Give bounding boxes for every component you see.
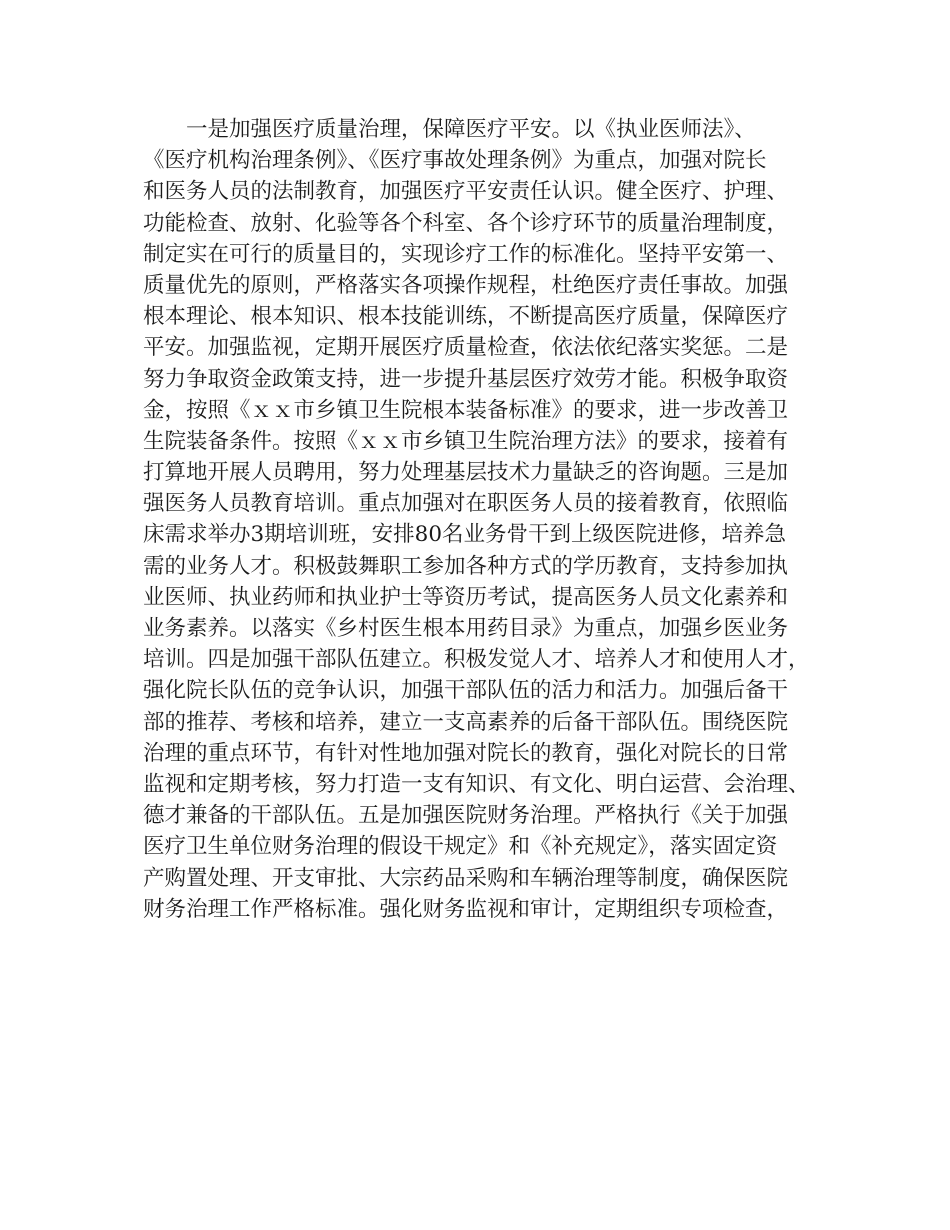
text-line: 业务素养。以落实《乡村医生根本用药目录》为重点，加强乡医业务: [143, 616, 789, 641]
text-line: 金，按照《ｘｘ市乡镇卫生院根本装备标准》的要求，进一步改善卫: [143, 397, 789, 423]
text-line: 强医务人员教育培训。重点加强对在职医务人员的接着教育，依照临: [143, 491, 789, 517]
text-line: 德才兼备的干部队伍。五是加强医院财务治理。严格执行《关于加强: [143, 803, 789, 829]
text-line: 制定实在可行的质量目的，实现诊疗工作的标准化。坚持平安第一、: [143, 241, 789, 267]
text-line: 《医疗机构治理条例》、《医疗事故处理条例》为重点，加强对院长: [143, 148, 767, 174]
text-line: 财务治理工作严格标准。强化财务监视和审计，定期组织专项检查，: [143, 896, 789, 922]
body-paragraph: [143, 114, 823, 925]
text-line: 一是加强医疗质量治理，保障医疗平安。以《执业医师法》、: [186, 117, 756, 142]
text-line: 功能检查、放射、化验等各个科室、各个诊疗环节的质量治理制度，: [143, 210, 789, 236]
text-line: 平安。加强监视，定期开展医疗质量检查，依法依纪落实奖惩。二是: [143, 335, 789, 361]
text-line: 需的业务人才。积极鼓舞职工参加各种方式的学历教育，支持参加执: [143, 553, 789, 579]
text-line: 产购置处理、开支审批、大宗药品采购和车辆治理等制度，确保医院: [143, 865, 789, 891]
text-line: 业医师、执业药师和执业护士等资历考试，提高医务人员文化素养和: [143, 584, 789, 610]
text-line: 打算地开展人员聘用，努力处理基层技术力量缺乏的咨询题。三是加: [143, 460, 789, 486]
text-line: 质量优先的原则，严格落实各项操作规程，杜绝医疗责任事故。加强: [143, 272, 789, 298]
text-line: 治理的重点环节，有针对性地加强对院长的教育，强化对院长的日常: [143, 740, 789, 766]
text-line: 生院装备条件。按照《ｘｘ市乡镇卫生院治理方法》的要求，接着有: [143, 428, 789, 454]
text-line: 努力争取资金政策支持，进一步提升基层医疗效劳才能。积极争取资: [143, 366, 789, 392]
text-line: 床需求举办3期培训班，安排80名业务骨干到上级医院进修，培养急: [143, 522, 787, 548]
text-line: 和医务人员的法制教育，加强医疗平安责任认识。健全医疗、护理、: [143, 179, 789, 205]
text-line: 强化院长队伍的竞争认识，加强干部队伍的活力和活力。加强后备干: [143, 678, 789, 704]
text-line: 监视和定期考核，努力打造一支有知识、有文化、明白运营、会治理、: [143, 771, 810, 797]
text-line: 部的推荐、考核和培养，建立一支高素养的后备干部队伍。围绕医院: [143, 709, 789, 735]
text-line: 医疗卫生单位财务治理的假设干规定》和《补充规定》，落实固定资: [143, 834, 778, 860]
text-line: 根本理论、根本知识、根本技能训练，不断提高医疗质量，保障医疗: [143, 304, 789, 330]
text-line: 培训。四是加强干部队伍建立。积极发觉人才、培养人才和使用人才，: [143, 647, 810, 673]
